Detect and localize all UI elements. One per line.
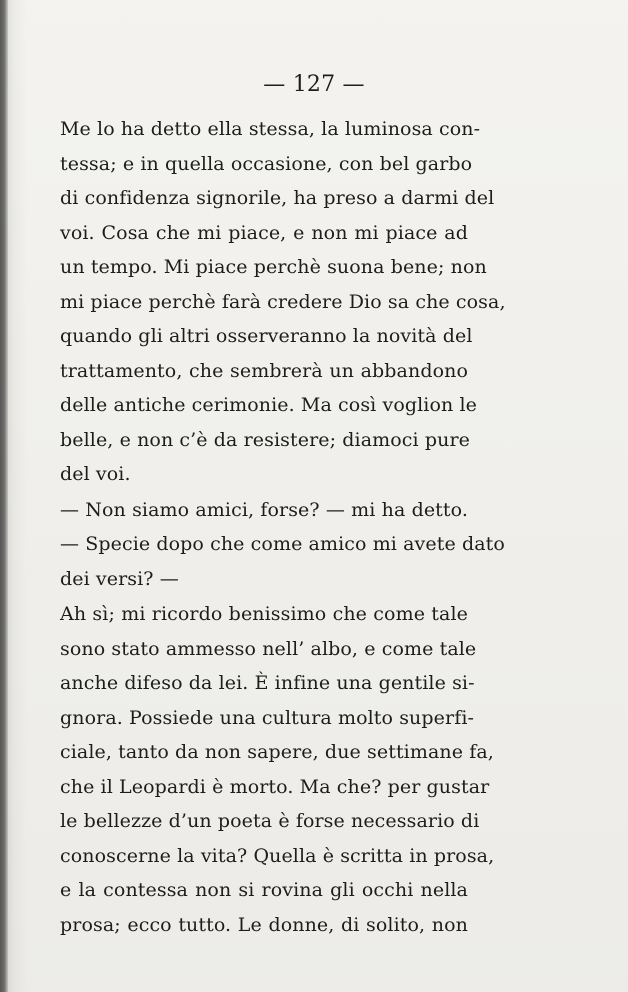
body-text (60, 112, 506, 942)
text-line: conoscerne la vita? Quella è scritta in prosa, (60, 844, 495, 867)
text-line: le bellezze d’un poeta è forse necessario di (60, 810, 480, 832)
text-line: ciale, tanto da non sapere, due settimane fa, (60, 741, 494, 763)
text-line: sono stato ammesso nell’ albo, e come tale (60, 637, 477, 660)
text-line: che il Leopardi è morto. Ma che? per gustar (60, 775, 490, 798)
text-line: voi. Cosa che mi piace, e non mi piace ad (60, 221, 468, 244)
text-line: trattamento, che sembrerà un abbandono (60, 359, 468, 382)
dialogue-line: — Non siamo amici, forse? — mi ha detto. (60, 498, 468, 521)
text-line: delle antiche cerimonie. Ma così voglion le (60, 394, 478, 416)
text-line: un tempo. Mi piace perchè suona bene; non (60, 256, 487, 278)
text-line: Ah sì; mi ricordo benissimo che come tale (60, 603, 468, 625)
page-spine-shadow (0, 0, 8, 992)
text-line: quando gli altri osserveranno la novità del (60, 325, 473, 347)
text-line: del voi. (60, 463, 131, 485)
text-line: belle, e non c’è da resistere; diamoci pure (60, 428, 470, 451)
text-line: Me lo ha detto ella stessa, la luminosa con- (60, 118, 481, 140)
text-line: tessa; e in quella occasione, con bel garbo (60, 152, 473, 175)
dialogue-line: dei versi? — (60, 567, 179, 590)
text-line: prosa; ecco tutto. Le donne, di solito, non (60, 913, 468, 936)
text-line: di confidenza signorile, ha preso a darmi del (60, 187, 495, 209)
text-line: mi piace perchè farà credere Dio sa che cosa, (60, 290, 506, 313)
text-line: gnora. Possiede una cultura molto superfi- (60, 706, 475, 729)
text-line: anche difeso da lei. È infine una gentile si- (60, 672, 475, 694)
text-line: e la contessa non si rovina gli occhi nella (60, 879, 468, 901)
dialogue-line: — Specie dopo che come amico mi avete dato (60, 533, 505, 555)
page-number: — 127 — (263, 72, 365, 97)
